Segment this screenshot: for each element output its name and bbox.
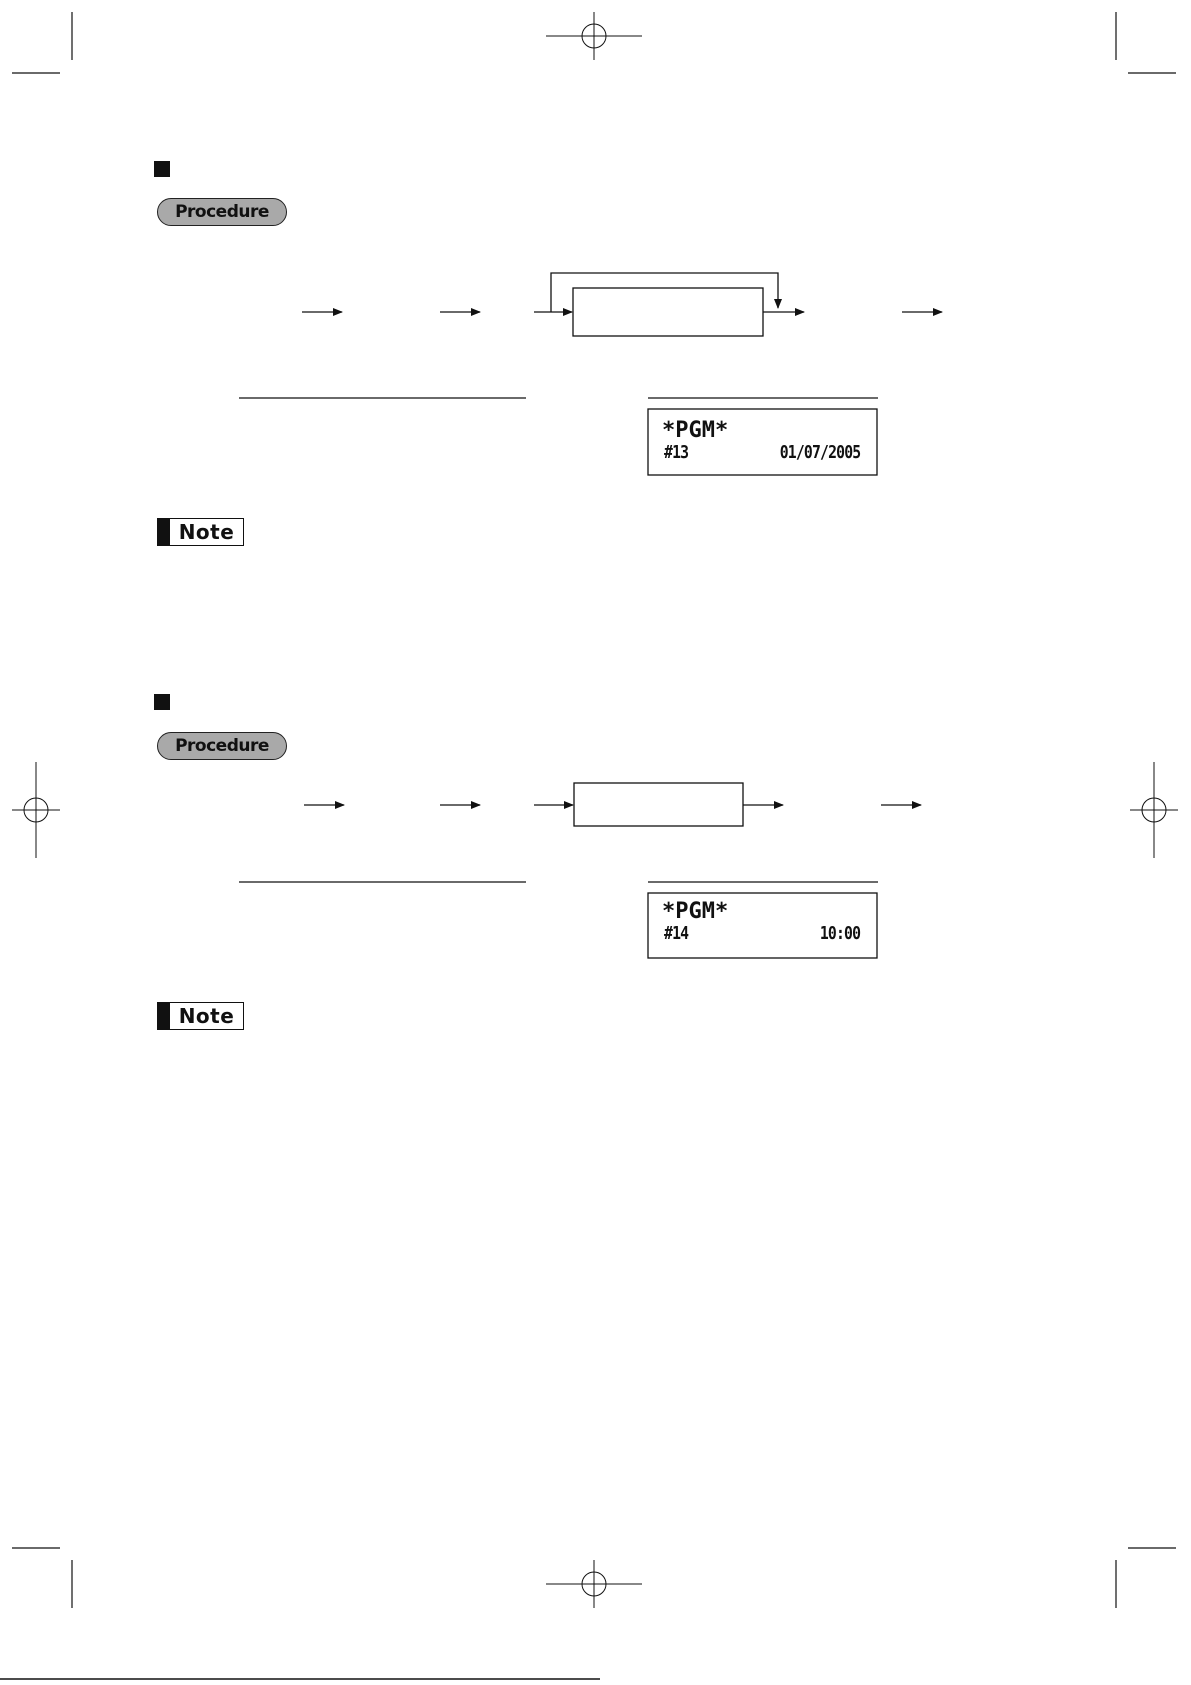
crop-marks	[12, 12, 1176, 1608]
printout-time: 10:00	[819, 923, 860, 944]
note-bar	[158, 519, 170, 545]
registration-marks	[12, 12, 1178, 1608]
printout-title: *PGM*	[662, 899, 729, 924]
note-label: Note	[178, 520, 235, 544]
printout-title: *PGM*	[662, 418, 729, 443]
procedure-badge	[157, 198, 287, 226]
procedure-label: Procedure	[175, 736, 269, 756]
note-badge	[157, 1002, 244, 1030]
procedure-badge	[157, 732, 287, 760]
note-label: Note	[178, 1004, 235, 1028]
flow-diagram-2	[239, 783, 921, 958]
section-marker	[154, 161, 170, 177]
note-badge	[157, 518, 244, 546]
printout-code: #14	[664, 923, 689, 944]
printout-date: 01/07/2005	[779, 442, 860, 463]
procedure-label: Procedure	[175, 202, 269, 222]
printout-code: #13	[664, 442, 689, 463]
section-marker	[154, 694, 170, 710]
note-bar	[158, 1003, 170, 1029]
